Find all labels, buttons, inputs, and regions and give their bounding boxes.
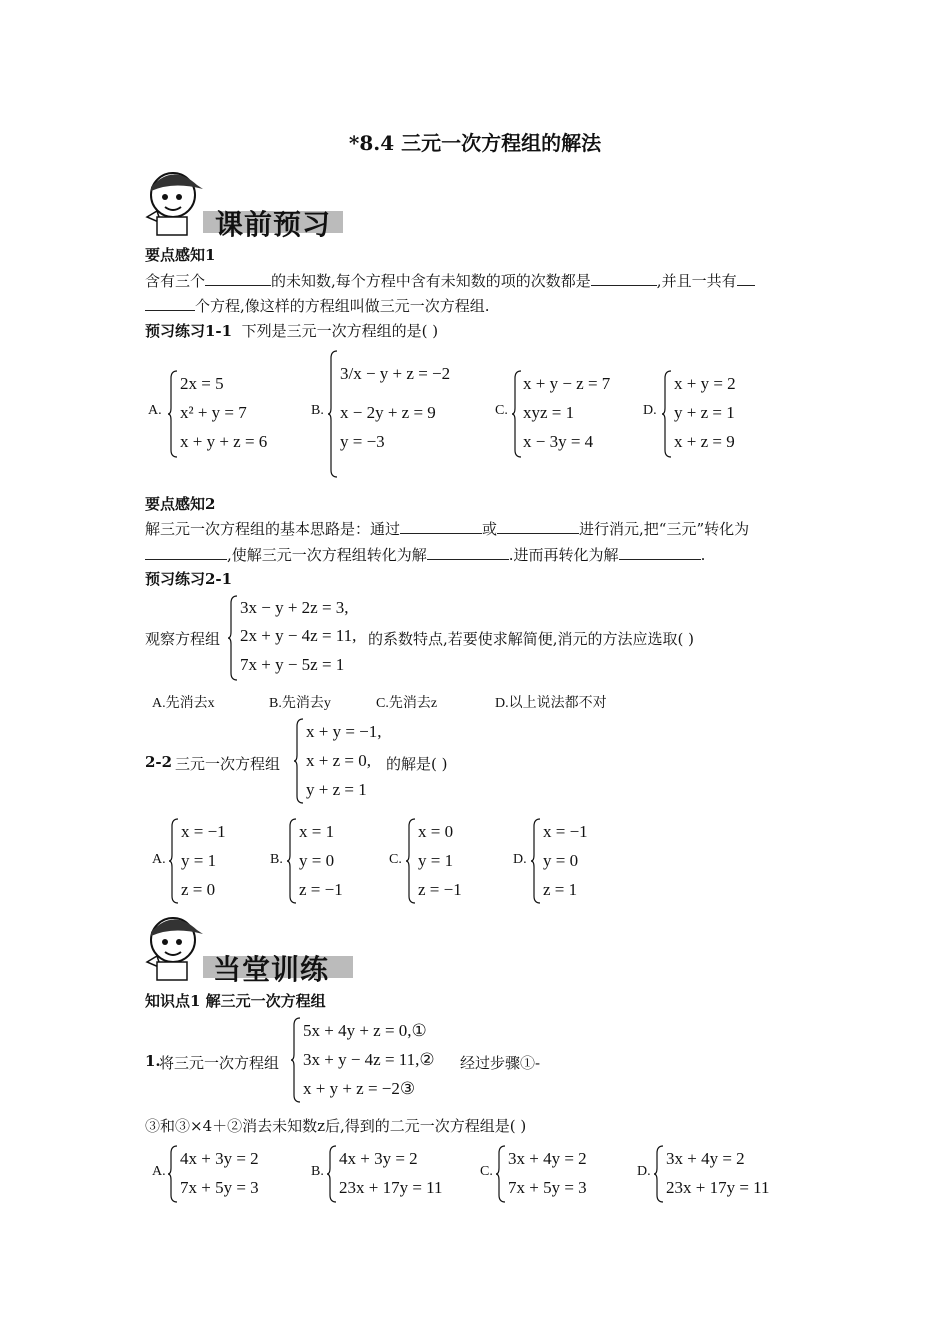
section-heading: 知识点1 解三元一次方程组 — [145, 992, 326, 1010]
equation: 4x + 3y = 2 — [339, 1149, 418, 1168]
brace-icon — [531, 818, 541, 904]
option-a[interactable]: A. — [152, 1164, 166, 1179]
text: ,使解三元一次方程组转化为解 — [227, 546, 427, 564]
text: . — [700, 546, 706, 564]
equation: x = −1 — [543, 822, 588, 841]
text: 含有三个 — [145, 272, 206, 290]
text: 或 — [482, 520, 498, 538]
section-banner-preview — [143, 167, 343, 241]
answer-blank — [619, 546, 701, 560]
option-b[interactable]: B. — [311, 403, 324, 418]
equation: x = −1 — [181, 822, 226, 841]
section-banner-practice — [143, 912, 353, 986]
paragraph — [145, 544, 705, 565]
equation: x + y − z = 7 — [523, 374, 611, 393]
page-title: *8.4 三元一次方程组的解法 — [348, 131, 602, 155]
equation: x = 0 — [418, 822, 454, 841]
exercise-label: 预习练习1-1 — [145, 322, 233, 340]
question-number: 1. — [145, 1052, 161, 1070]
text: 个方程,像这样的方程组叫做三元一次方程组. — [195, 297, 490, 315]
option-a[interactable]: A. — [152, 852, 166, 867]
option-b[interactable]: B.先消去y — [269, 696, 331, 711]
brace-icon — [294, 718, 304, 804]
option-d[interactable]: D.以上说法都不对 — [495, 696, 607, 711]
equation: 4x + 3y = 2 — [180, 1149, 259, 1168]
answer-blank — [400, 520, 482, 534]
section-heading: 要点感知2 — [145, 495, 216, 513]
brace-icon — [662, 370, 672, 458]
equation: x = 1 — [299, 822, 335, 841]
equation: y = 1 — [418, 851, 454, 870]
question-text: ③和③×4＋②消去未知数z后,得到的二元一次方程组是( ) — [145, 1117, 527, 1135]
equation: 2x = 5 — [180, 374, 224, 393]
brace-icon — [169, 818, 179, 904]
paragraph — [145, 518, 749, 539]
paragraph — [145, 270, 755, 291]
brace-icon — [168, 1145, 178, 1203]
equation: 3/x − y + z = −2 — [340, 364, 451, 383]
text: 的未知数,每个方程中含有未知数的项的次数都是 — [271, 272, 591, 290]
equation: z = 1 — [543, 880, 578, 899]
equation: y = 0 — [299, 851, 335, 870]
equation: x + y + z = 6 — [180, 432, 268, 451]
brace-icon — [496, 1145, 506, 1203]
equation: y = −3 — [340, 432, 385, 451]
brace-icon — [406, 818, 416, 904]
equation: y = 0 — [543, 851, 579, 870]
exercise-1-1 — [145, 320, 438, 341]
equation: 23x + 17y = 11 — [339, 1178, 443, 1197]
option-c[interactable]: C. — [495, 403, 508, 418]
option-a[interactable]: A. — [148, 403, 162, 418]
equation: 2x + y − 4z = 11, — [240, 626, 357, 645]
brace-icon — [654, 1145, 664, 1203]
option-b[interactable]: B. — [311, 1164, 324, 1179]
exercise-text: 观察方程组 — [145, 630, 221, 648]
option-d[interactable]: D. — [637, 1164, 651, 1179]
exercise-label: 2-2 — [145, 753, 173, 771]
brace-icon — [291, 1017, 301, 1103]
equation: 3x − y + 2z = 3, — [240, 598, 349, 617]
option-c[interactable]: C.先消去z — [376, 696, 438, 711]
exercise-text: 三元一次方程组 — [175, 755, 281, 773]
equation: y = 1 — [181, 851, 217, 870]
exercise-text: 下列是三元一次方程组的是( ) — [241, 322, 439, 340]
equation: y + z = 1 — [674, 403, 735, 422]
brace-icon — [287, 818, 297, 904]
equation: x + z = 9 — [674, 432, 735, 451]
equation: x + y = 2 — [674, 374, 736, 393]
banner-label: 当堂训练 — [213, 953, 330, 986]
equation: z = 0 — [181, 880, 216, 899]
equation: 7x + 5y = 3 — [508, 1178, 587, 1197]
paragraph — [145, 295, 490, 316]
equation: 7x + 5y = 3 — [180, 1178, 259, 1197]
question-text: 将三元一次方程组 — [159, 1054, 280, 1072]
answer-blank — [145, 546, 227, 560]
text: 解三元一次方程组的基本思路是：通过 — [145, 520, 401, 538]
text: ,并且一共有 — [656, 272, 737, 290]
brace-icon — [512, 370, 522, 458]
equation: z = −1 — [299, 880, 343, 899]
exercise-text: 的解是( ) — [386, 755, 448, 773]
option-b[interactable]: B. — [270, 852, 283, 867]
equation: 3x + 4y = 2 — [666, 1149, 745, 1168]
equation: x − 3y = 4 — [523, 432, 594, 451]
option-d[interactable]: D. — [513, 852, 527, 867]
option-d[interactable]: D. — [643, 403, 657, 418]
answer-blank — [591, 272, 657, 286]
equation: xyz = 1 — [523, 403, 575, 422]
banner-label: 课前预习 — [215, 208, 332, 241]
answer-blank — [737, 272, 755, 286]
equation: x + y = −1, — [306, 722, 382, 741]
brace-icon — [328, 350, 338, 478]
answer-blank — [145, 297, 195, 311]
answer-blank — [205, 272, 271, 286]
option-c[interactable]: C. — [480, 1164, 493, 1179]
exercise-label: 预习练习2-1 — [145, 570, 233, 588]
brace-icon — [228, 595, 238, 681]
option-a[interactable]: A.先消去x — [152, 696, 215, 711]
exercise-text: 的系数特点,若要使求解简便,消元的方法应选取( ) — [368, 630, 695, 648]
text: .进而再转化为解 — [508, 546, 619, 564]
question-text: 经过步骤①- — [460, 1054, 541, 1072]
section-heading: 要点感知1 — [145, 246, 216, 264]
brace-icon — [327, 1145, 337, 1203]
equation: 3x + y − 4z = 11,② — [303, 1050, 435, 1069]
equation: 23x + 17y = 11 — [666, 1178, 770, 1197]
answer-blank — [427, 546, 509, 560]
answer-blank — [497, 520, 579, 534]
equation: y + z = 1 — [306, 780, 367, 799]
option-c[interactable]: C. — [389, 852, 402, 867]
equation: 5x + 4y + z = 0,① — [303, 1021, 427, 1040]
equation: 3x + 4y = 2 — [508, 1149, 587, 1168]
brace-icon — [168, 370, 178, 458]
equation: 7x + y − 5z = 1 — [240, 655, 345, 674]
text: 进行消元,把“三元”转化为 — [579, 520, 750, 538]
equation: z = −1 — [418, 880, 462, 899]
equation: x + y + z = −2③ — [303, 1079, 416, 1098]
equation: x − 2y + z = 9 — [340, 403, 436, 422]
equation: x² + y = 7 — [180, 403, 247, 422]
equation: x + z = 0, — [306, 751, 371, 770]
